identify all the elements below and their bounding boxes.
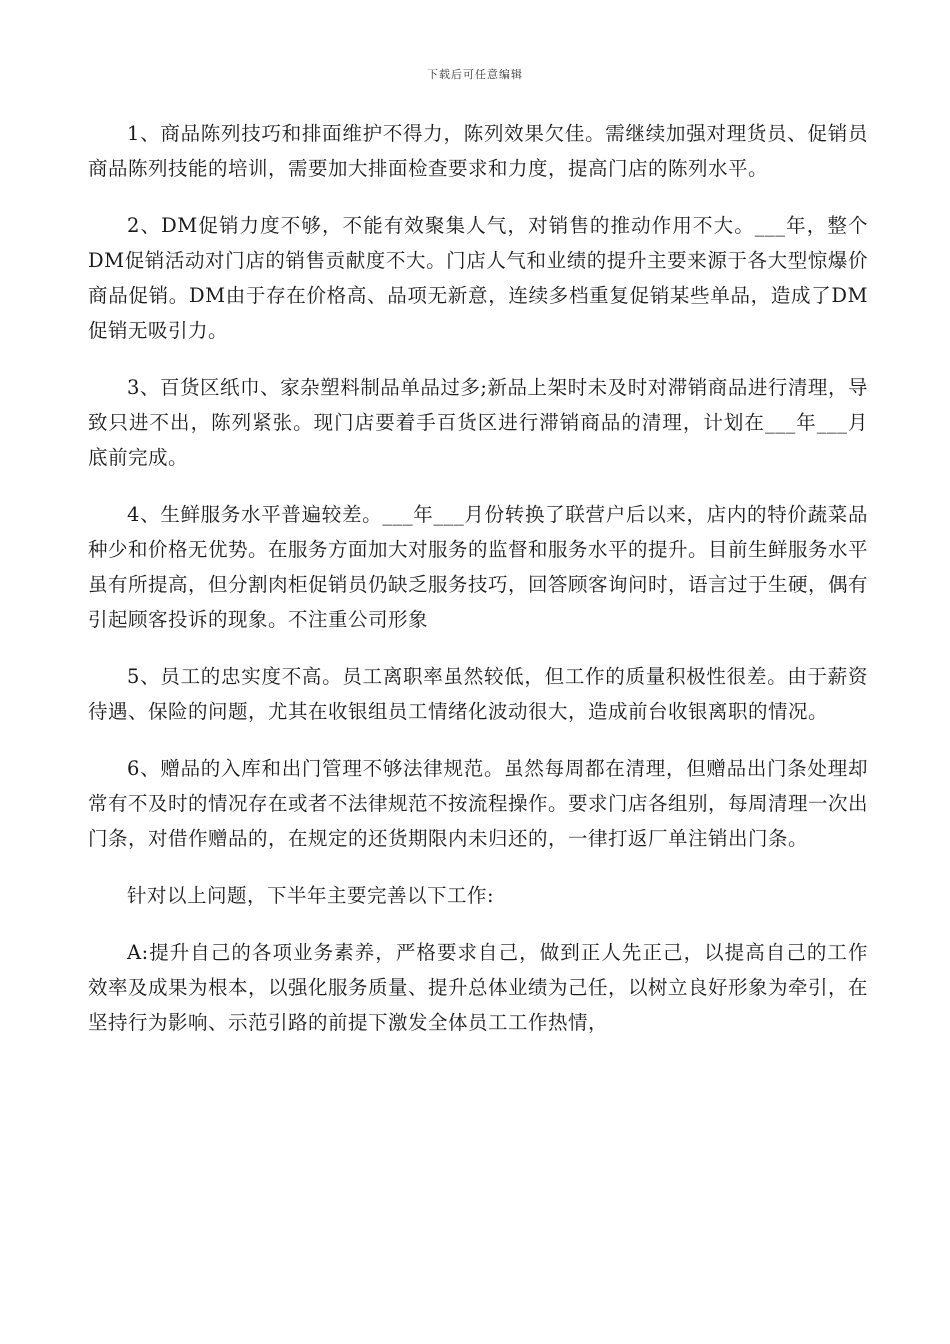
paragraph-issue-1: 1、商品陈列技巧和排面维护不得力，陈列效果欠佳。需继续加强对理货员、促销员商品陈列技能的培训，需要加大排面检查要求和力度，提高门店的陈列水平。 [88,122,868,180]
paragraph-issue-5: 5、员工的忠实度不高。员工离职率虽然较低，但工作的质量积极性很差。由于薪资待遇、保险的问题，尤其在收银组员工情绪化波动很大，造成前台收银离职的情况。 [88,665,868,723]
paragraph-issue-6: 6、赠品的入库和出门管理不够法律规范。虽然每周都在清理，但赠品出门条处理却常有不及时的情况存在或者不法律规范不按流程操作。要求门店各组别，每周清理一次出门条，对借作赠品的，在规定的还货期限内未归还的，一律打返厂单注销出门条。 [88,757,869,850]
document-body [88,116,868,1040]
paragraph-plan-a: A:提升自己的各项业务素养，严格要求自己，做到正人先正己，以提高自己的工作效率及成果为根本，以强化服务质量、提升总体业绩为己任，以树立良好形象为牵引，在坚持行为影响、示范引路的前提下激发全体员工工作热情， [88,941,869,1034]
header-note: 下载后可任意编辑 [427,68,523,81]
paragraph-issue-3: 3、百货区纸巾、家杂塑料制品单品过多;新品上架时未及时对滞销商品进行清理，导致只进不出，陈列紧张。现门店要着手百货区进行滞销商品的清理，计划在___年___月底前完成。 [88,376,868,469]
paragraph-issue-4: 4、生鲜服务水平普遍较差。___年___月份转换了联营户后以来，店内的特价蔬菜品种少和价格无优势。在服务方面加大对服务的监督和服务水平的提升。目前生鲜服务水平虽有所提高，但分割肉柜促销员仍缺乏服务技巧，回答顾客询问时，语言过于生硬，偶有引起顾客投诉的现象。不注重公司形象 [88,503,869,631]
paragraph-plan-intro: 针对以上问题，下半年主要完善以下工作: [127,884,495,907]
paragraph-issue-2: 2、DM促销力度不够，不能有效聚集人气，对销售的推动作用不大。___年，整个DM促销活动对门店的销售贡献度不大。门店人气和业绩的提升主要来源于各大型惊爆价商品促销。DM由于存在价格高、品项无新意，连续多档重复促销某些单品，造成了DM促销无吸引力。 [88,214,868,342]
